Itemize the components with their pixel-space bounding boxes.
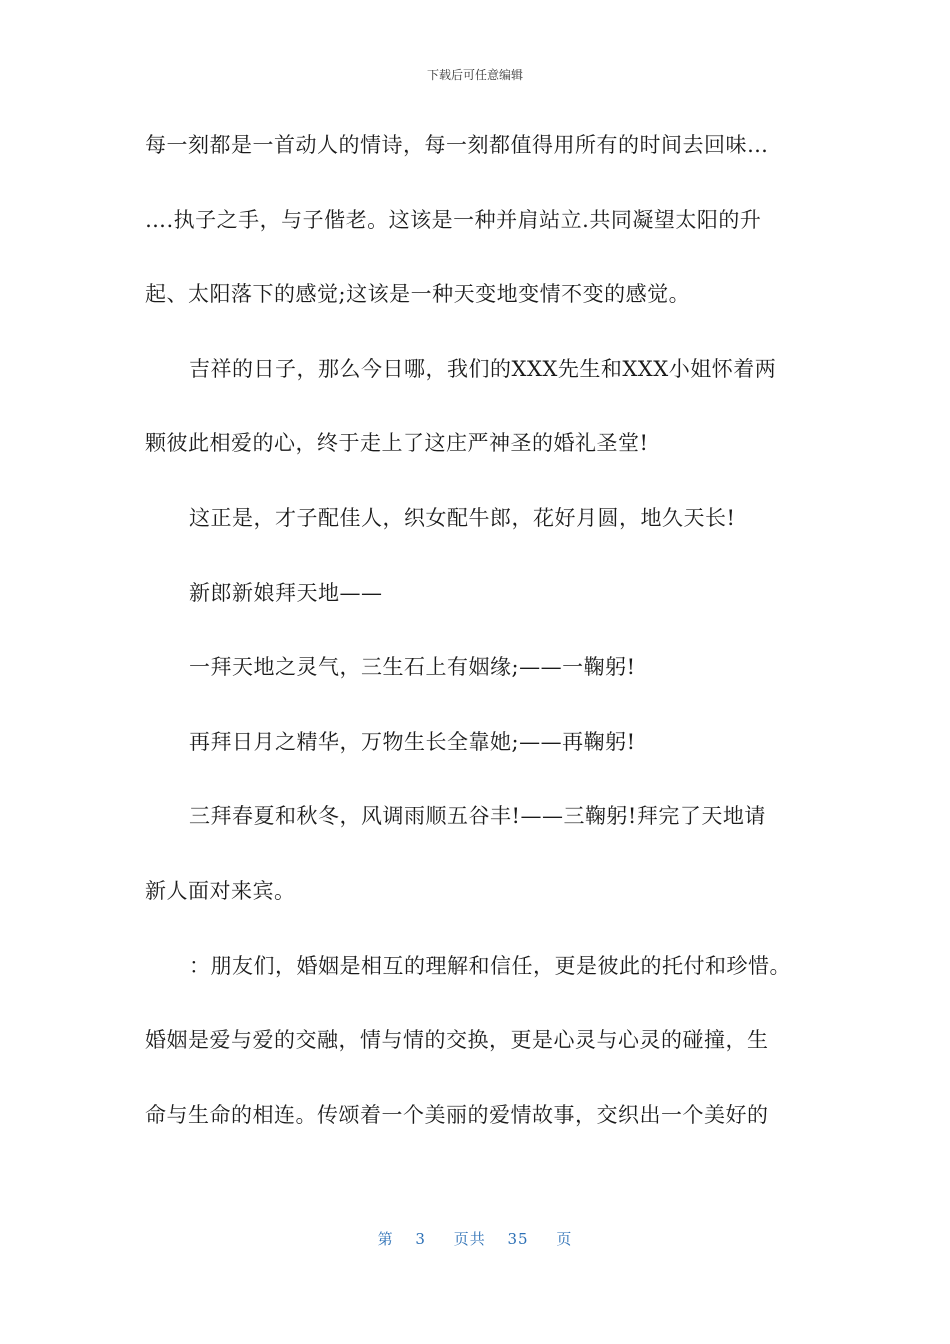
page-header-note: 下载后可任意编辑 (426, 68, 523, 82)
body-line: 一拜天地之灵气，三生石上有姻缘;——一鞠躬! (189, 655, 636, 680)
footer-middle: 页共 (453, 1230, 486, 1248)
body-line: 命与生命的相连。传颂着一个美丽的爱情故事，交织出一个美好的 (145, 1102, 769, 1127)
footer-total-pages: 35 (507, 1230, 529, 1248)
body-line: 三拜春夏和秋冬，风调雨顺五谷丰!——三鞠躬!拜完了天地请 (189, 804, 766, 829)
body-line: 再拜日月之精华，万物生长全靠她;——再鞠躬! (189, 729, 636, 754)
footer-suffix: 页 (556, 1230, 573, 1248)
footer-current-page: 3 (415, 1230, 426, 1248)
body-line: 婚姻是爱与爱的交融，情与情的交换，更是心灵与心灵的碰撞，生 (145, 1028, 769, 1053)
body-line: 颗彼此相爱的心，终于走上了这庄严神圣的婚礼圣堂! (145, 431, 649, 456)
body-line: ：朋友们，婚姻是相互的理解和信任，更是彼此的托付和珍惜。 (189, 953, 791, 978)
body-line: 吉祥的日子，那么今日哪，我们的XXX先生和XXX小姐怀着两 (189, 356, 777, 381)
body-line: 新人面对来宾。 (145, 878, 296, 903)
document-body (145, 121, 810, 1165)
footer-prefix: 第 (377, 1230, 394, 1248)
body-line: ….执子之手，与子偕老。这该是一种并肩站立.共同凝望太阳的升 (145, 207, 762, 232)
body-line: 新郎新娘拜天地—— (189, 580, 383, 605)
body-line: 每一刻都是一首动人的情诗，每一刻都值得用所有的时间去回味… (145, 133, 769, 157)
body-line: 这正是，才子配佳人，织女配牛郎，花好月圆，地久天长! (189, 505, 736, 530)
body-line: 起、太阳落下的感觉;这该是一种天变地变情不变的感觉。 (145, 282, 691, 307)
page-footer (0, 1228, 950, 1249)
